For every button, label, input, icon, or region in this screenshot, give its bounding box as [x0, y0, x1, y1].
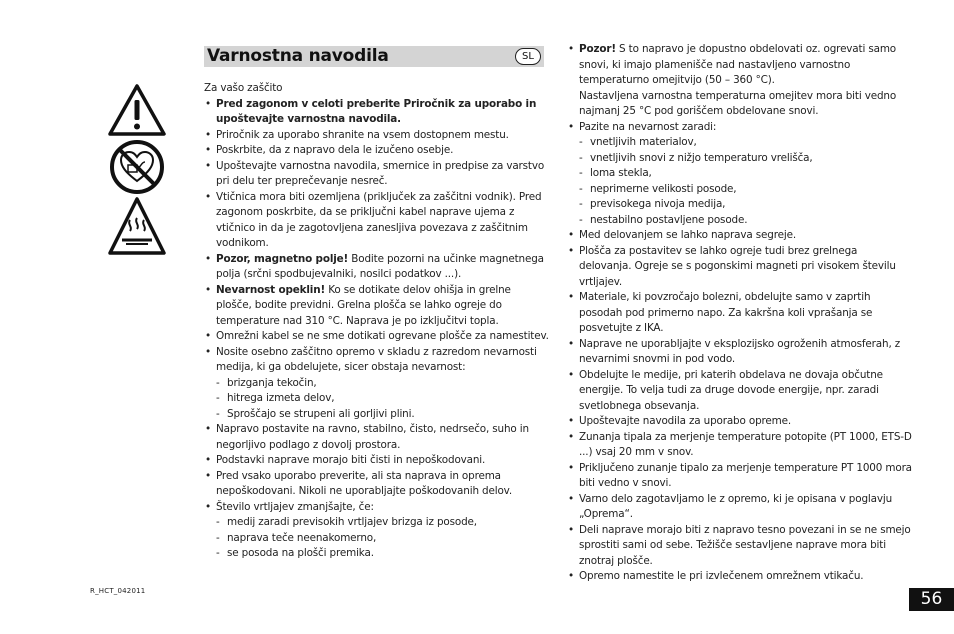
item-text: Ko se dotikate delov ohišja in grelne plošče, bodite previdni. Grelna plošča se lahko ogreje do temperature nad 310 °C. Naprava je po izključitvi topla.	[216, 283, 511, 327]
item-text: Deli naprave morajo biti z napravo tesno povezani in se ne smejo sprostiti sami od sebe. Težišče sestavljene naprave mora biti znotraj plošče.	[579, 523, 911, 567]
item-text: Varno delo zagotavljamo le z opremo, ki je opisana v poglavju „Oprema“.	[579, 492, 893, 520]
list-item	[567, 228, 912, 244]
document-code: R_HCT_042011	[90, 587, 146, 595]
item-text: Obdelujte le medije, pri katerih obdelava ne dovaja občutne energije. To velja tudi za druge dovode energije, npr. zaradi svetlobnega obsevanja.	[579, 368, 883, 412]
sub-list-item: - naprava teče neenakomerno,	[216, 531, 549, 547]
right-safety-list	[567, 42, 912, 585]
list-item	[204, 500, 549, 562]
list-item	[567, 414, 912, 430]
list-item	[567, 523, 912, 570]
item-text: Vtičnica mora biti ozemljena (priključek za zaščitni vodnik). Pred zagonom poskrbite, da se priključni kabel naprave ujema z vtičnico in da je zagotovljena zanesljiva povezava z zaščitnim vodnikom.	[216, 190, 542, 249]
sub-list-item: - medij zaradi previsokih vrtljajev brizga iz posode,	[216, 515, 549, 531]
item-text: Zunanja tipala za merjenje temperature potopite (PT 1000, ETS-D ...) vsaj 20 mm v snov.	[579, 430, 912, 458]
list-item	[567, 461, 912, 492]
list-item	[567, 244, 912, 291]
list-item	[204, 345, 549, 423]
list-item	[204, 453, 549, 469]
item-text: Omrežni kabel se ne sme dotikati ogrevane plošče za namestitev.	[216, 330, 549, 342]
list-item	[567, 290, 912, 337]
item-text: Plošča za postavitev se lahko ogreje tudi brez grelnega delovanja. Ogreje se s pogonskimi magneti pri visokem številu vrtljajev.	[579, 244, 896, 288]
left-column	[204, 81, 549, 562]
sub-list-item: - vnetljivih materialov,	[579, 135, 912, 151]
section-title-bar	[204, 46, 544, 67]
item-text: Priročnik za uporabo shranite na vsem dostopnem mestu.	[216, 128, 509, 141]
item-text: Med delovanjem se lahko naprava segreje.	[579, 229, 796, 241]
list-item	[204, 128, 549, 144]
item-text: Upoštevajte navodila za uporabo opreme.	[579, 415, 792, 427]
list-item	[204, 422, 549, 453]
list-item	[204, 159, 549, 190]
warning-triangle-icon	[108, 84, 166, 136]
item-lead: Pozor, magnetno polje!	[216, 252, 349, 265]
list-item	[204, 252, 549, 283]
item-lead: Pred zagonom v celoti preberite Priročnik za uporabo in upoštevajte varnostna navodila.	[216, 97, 537, 125]
list-item	[204, 329, 549, 345]
sub-list-item: - se posoda na plošči premika.	[216, 546, 549, 562]
item-text: Nosite osebno zaščitno opremo v skladu z razredom nevarnosti medija, ki ga obdelujete, sicer obstaja nevarnost:	[216, 345, 537, 373]
item-text: Število vrtljajev zmanjšajte, če:	[216, 500, 374, 513]
page-title: Varnostna navodila	[207, 46, 389, 66]
list-item	[204, 190, 549, 252]
safety-symbols	[108, 84, 166, 256]
intro-text: Za vašo zaščito	[204, 82, 283, 94]
sub-list-item: - nestabilno postavljene posode.	[579, 213, 912, 229]
sub-list	[579, 135, 912, 228]
language-badge: SL	[515, 48, 541, 65]
sub-list-item: - brizganja tekočin,	[216, 376, 549, 392]
sub-list-item: - previsokega nivoja medija,	[579, 197, 912, 213]
item-text: Napravo postavite na ravno, stabilno, čisto, nedrsečo, suho in negorljivo podlago z dovolj prostora.	[216, 423, 529, 451]
hot-surface-warning-icon	[108, 196, 166, 256]
list-item	[567, 42, 912, 120]
item-text: Naprave ne uporabljajte v eksplozijsko ogroženih atmosferah, z nevarnimi snovmi in pod vodo.	[579, 337, 901, 365]
item-extra: Nastavljena varnostna temperaturna omejitev mora biti vedno najmanj 25 °C pod goriščem obdelovane snovi.	[579, 89, 897, 117]
item-lead: Pozor!	[579, 43, 616, 55]
list-item	[567, 120, 912, 229]
sub-list-item: - vnetljivih snovi z nižjo temperaturo vrelišča,	[579, 151, 912, 167]
sub-list-item: - loma stekla,	[579, 166, 912, 182]
item-text: Pred vsako uporabo preverite, ali sta naprava in oprema nepoškodovani. Nikoli ne uporabljajte poškodovanih delov.	[216, 469, 513, 497]
right-column	[567, 42, 912, 585]
item-text: Pazite na nevarnost zaradi:	[579, 120, 717, 133]
list-item	[567, 492, 912, 523]
sub-list-item: - neprimerne velikosti posode,	[579, 182, 912, 198]
list-item	[567, 337, 912, 368]
sub-list-item: - hitrega izmeta delov,	[216, 391, 549, 407]
item-text: Upoštevajte varnostna navodila, smernice in predpise za varstvo pri delu ter preprečevanje nesreč.	[216, 159, 545, 187]
item-text: Opremo namestite le pri izvlečenem omrežnem vtikaču.	[579, 570, 864, 582]
no-pacemaker-icon	[108, 138, 166, 196]
list-item	[204, 97, 549, 128]
item-text: Materiale, ki povzročajo bolezni, obdelujte samo v zaprtih posodah pod primerno napo. Za kakršna koli vprašanja se posvetujte z IKA.	[579, 291, 873, 334]
list-item	[567, 569, 912, 585]
list-item	[567, 368, 912, 415]
page-number: 56	[909, 588, 954, 611]
item-text: Priključeno zunanje tipalo za merjenje temperature PT 1000 mora biti vedno v snovi.	[579, 461, 912, 489]
sub-list-item: - Sproščajo se strupeni ali gorljivi plini.	[216, 407, 549, 423]
item-text: Podstavki naprave morajo biti čisti in nepoškodovani.	[216, 454, 486, 466]
item-lead: Nevarnost opeklin!	[216, 283, 326, 296]
item-text: Poskrbite, da z napravo dela le izučeno osebje.	[216, 144, 454, 156]
sub-list	[216, 515, 549, 562]
list-item	[204, 283, 549, 330]
list-item	[204, 469, 549, 500]
list-item	[204, 143, 549, 159]
item-text: Bodite pozorni na učinke magnetnega polja (srčni spodbujevalniki, nosilci podatkov ...).	[216, 252, 544, 280]
sub-list	[216, 376, 549, 423]
left-safety-list	[204, 97, 549, 562]
item-text: S to napravo je dopustno obdelovati oz. ogrevati samo snovi, ki imajo plamenišče nad nastavljeno varnostno temperaturno omejitvijo (50 – 360 °C).	[579, 43, 896, 86]
list-item	[567, 430, 912, 461]
